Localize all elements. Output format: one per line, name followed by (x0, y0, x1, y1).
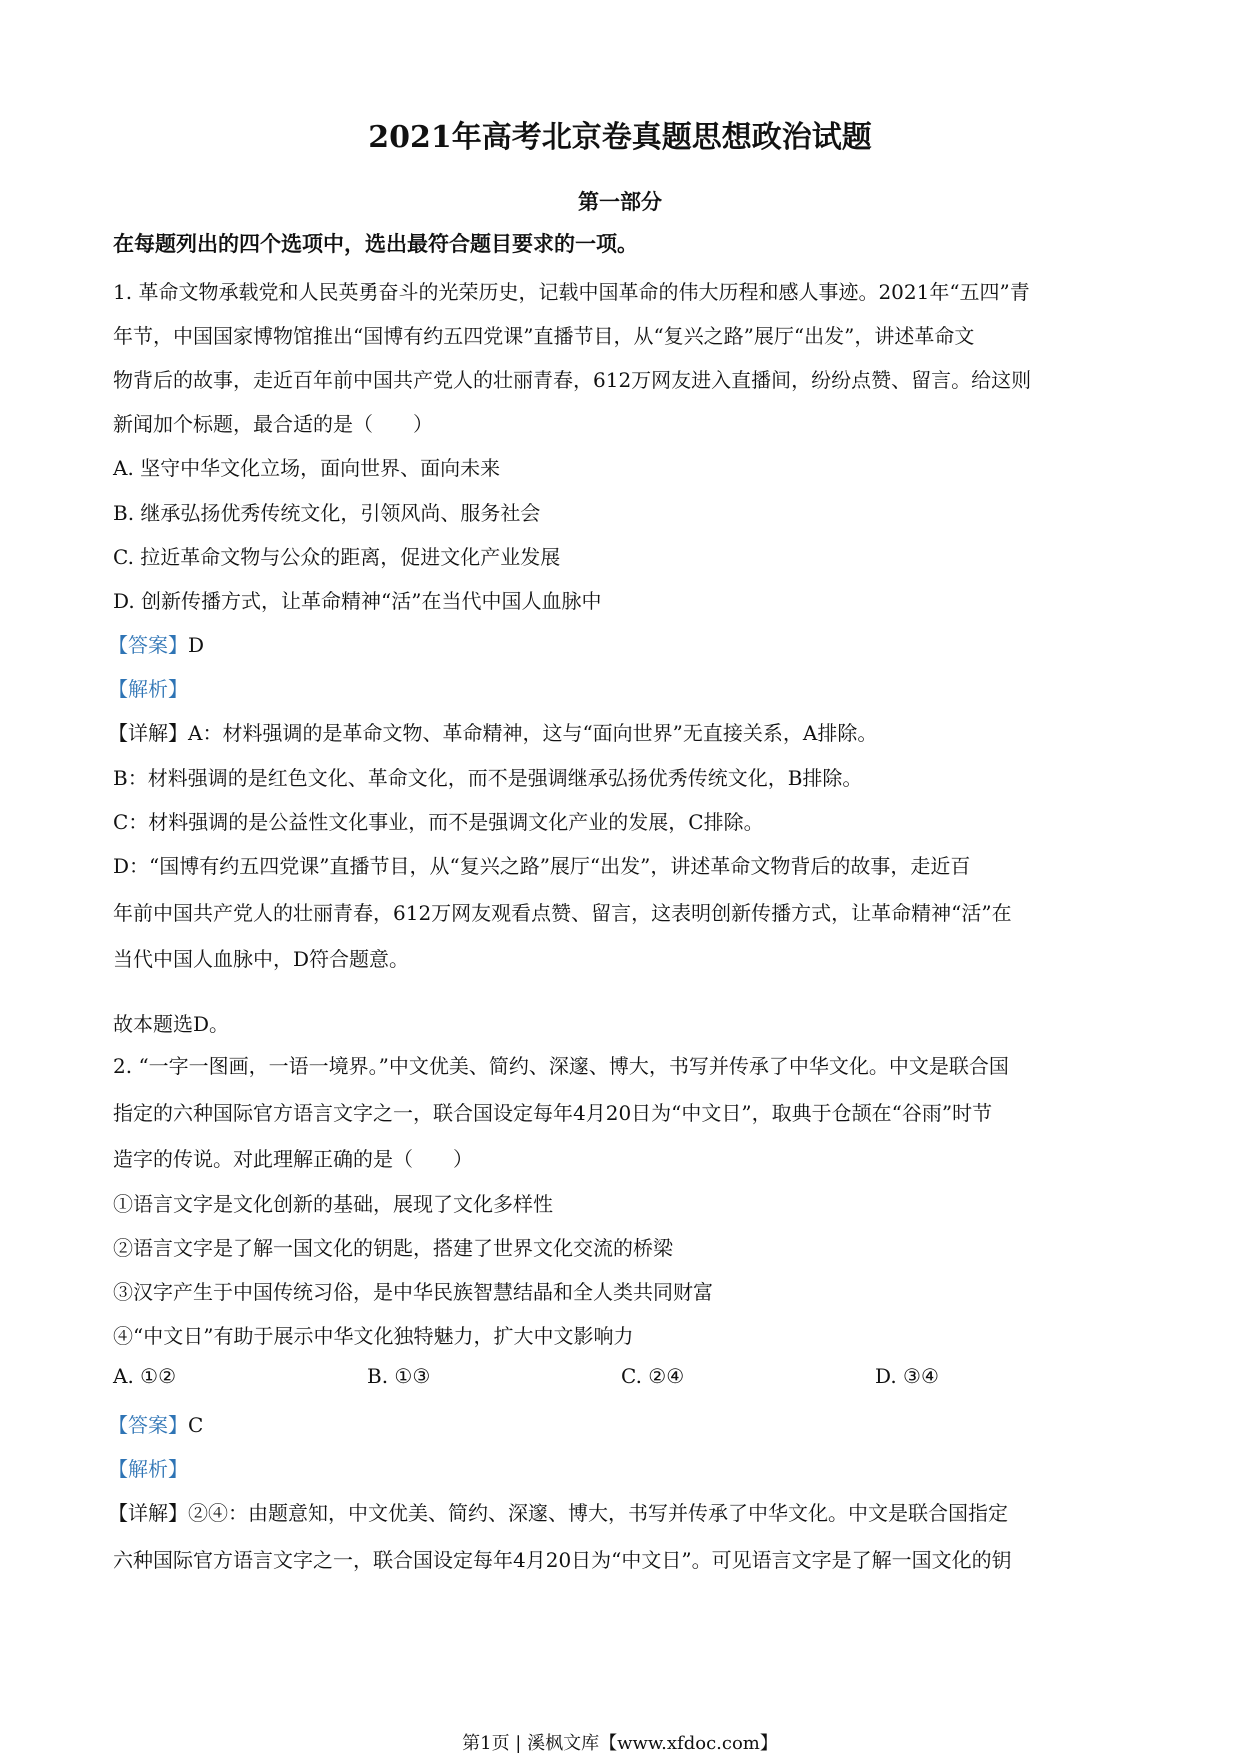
answer-value: C (188, 1413, 204, 1437)
answer-label: 【答案】 (108, 1413, 188, 1437)
question-1-detail-line: D：“国博有约五四党课”直播节目，从“复兴之路”展厅“出发”，讲述革命文物背后的故事，走近百 (113, 854, 971, 878)
question-2-analysis (108, 1453, 188, 1482)
question-2-detail-line (108, 1497, 1008, 1526)
question-2-choice-c: C. ②④ (621, 1364, 685, 1388)
question-1-detail-line: B：材料强调的是红色文化、革命文化，而不是强调继承弘扬优秀传统文化，B排除。 (113, 766, 863, 790)
detail-text: A：材料强调的是革命文物、革命精神，这与“面向世界”无直接关系，A排除。 (188, 721, 878, 745)
question-2-statement: ④“中文日”有助于展示中华文化独特魅力，扩大中文影响力 (113, 1324, 634, 1348)
section-heading: 第一部分 (578, 189, 662, 214)
analysis-label: 【解析】 (108, 1457, 188, 1481)
detail-label: 【详解】 (108, 1501, 188, 1525)
question-1-option-c: C. 拉近革命文物与公众的距离，促进文化产业发展 (113, 545, 561, 569)
answer-value: D (188, 633, 205, 657)
instruction-text: 在每题列出的四个选项中，选出最符合题目要求的一项。 (113, 231, 638, 256)
document-title: 2021年高考北京卷真题思想政治试题 (368, 120, 872, 155)
question-1-stem-line: 新闻加个标题，最合适的是（ ） (113, 412, 433, 436)
question-2-detail-line: 六种国际官方语言文字之一，联合国设定每年4月20日为“中文日”。可见语言文字是了解一国文化的钥 (113, 1548, 1012, 1572)
question-1-detail-line: 当代中国人血脉中，D符合题意。 (113, 947, 410, 971)
question-2-statement: ③汉字产生于中国传统习俗，是中华民族智慧结晶和全人类共同财富 (113, 1280, 713, 1304)
question-1-conclusion: 故本题选D。 (113, 1012, 230, 1036)
question-2-answer (108, 1409, 203, 1438)
analysis-label: 【解析】 (108, 677, 188, 701)
question-2-statement: ①语言文字是文化创新的基础，展现了文化多样性 (113, 1192, 553, 1216)
question-1-detail-line: 年前中国共产党人的壮丽青春，612万网友观看点赞、留言，这表明创新传播方式，让革命精神“活”在 (113, 901, 1012, 925)
question-2-choice-b: B. ①③ (367, 1364, 431, 1388)
question-2-choice-a: A. ①② (113, 1364, 177, 1388)
page-footer: 第1页 | 溪枫文库【www.xfdoc.com】 (462, 1733, 778, 1754)
answer-label: 【答案】 (108, 633, 188, 657)
question-1-analysis (108, 673, 188, 702)
question-1-option-d: D. 创新传播方式，让革命精神“活”在当代中国人血脉中 (113, 589, 602, 613)
question-1-stem-line: 1. 革命文物承载党和人民英勇奋斗的光荣历史，记载中国革命的伟大历程和感人事迹。2021年“五四”青 (113, 280, 1030, 304)
question-2-stem-line: 2. “一字一图画，一语一境界。”中文优美、简约、深邃、博大，书写并传承了中华文化。中文是联合国 (113, 1054, 1009, 1078)
question-2-stem-line: 指定的六种国际官方语言文字之一，联合国设定每年4月20日为“中文日”，取典于仓颉在“谷雨”时节 (113, 1101, 993, 1125)
question-1-detail-line: C：材料强调的是公益性文化事业，而不是强调文化产业的发展，C排除。 (113, 810, 764, 834)
question-1-stem-line: 年节，中国国家博物馆推出“国博有约五四党课”直播节目，从“复兴之路”展厅“出发”，讲述革命文 (113, 324, 975, 348)
question-2-choice-d: D. ③④ (875, 1364, 939, 1388)
question-1-answer (108, 629, 204, 658)
detail-label: 【详解】 (108, 721, 188, 745)
question-2-stem-line: 造字的传说。对此理解正确的是（ ） (113, 1147, 473, 1171)
question-1-option-a: A. 坚守中华文化立场，面向世界、面向未来 (113, 456, 501, 480)
question-1-option-b: B. 继承弘扬优秀传统文化，引领风尚、服务社会 (113, 501, 541, 525)
question-1-detail-line (108, 717, 877, 746)
question-1-stem-line: 物背后的故事，走近百年前中国共产党人的壮丽青春，612万网友进入直播间，纷纷点赞、留言。给这则 (113, 368, 1032, 392)
detail-text: ②④：由题意知，中文优美、简约、深邃、博大，书写并传承了中华文化。中文是联合国指定 (188, 1501, 1008, 1525)
question-2-statement: ②语言文字是了解一国文化的钥匙，搭建了世界文化交流的桥梁 (113, 1236, 673, 1260)
